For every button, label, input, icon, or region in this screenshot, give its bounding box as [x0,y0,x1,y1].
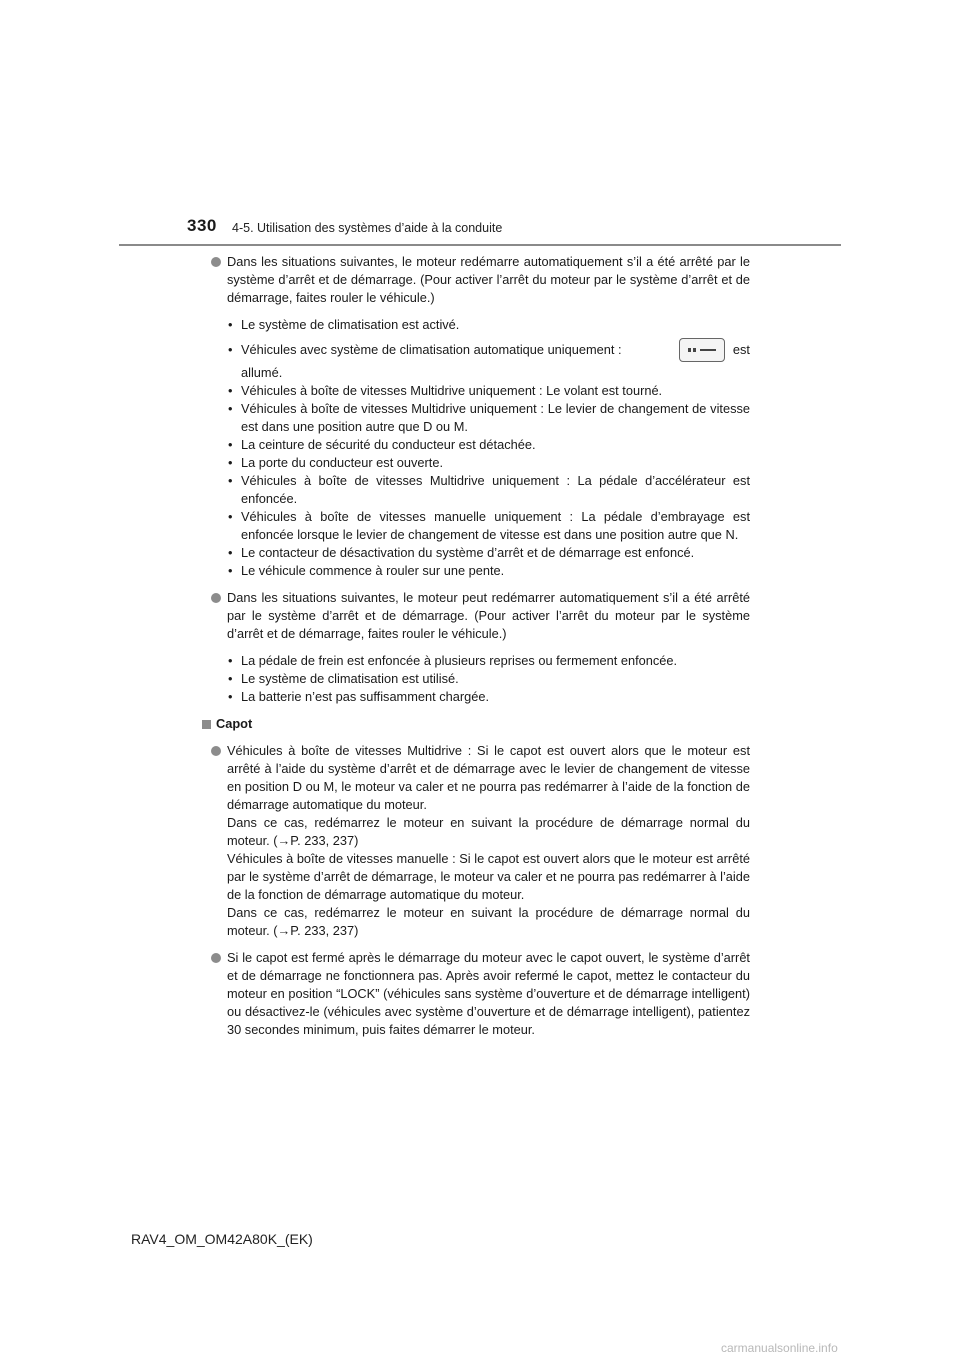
list-item-text-suffix: est [732,342,750,357]
list-item-text: Véhicules à boîte de vitesses manuelle uniquement : La pédale d’embrayage est enfoncée lorsque le levier de changement de vitesse est dans une position autre que N. [241,509,750,542]
list-item-text: Le contacteur de désactivation du système d’arrêt et de démarrage est enfoncé. [241,545,695,560]
watermark: carmanualsonline.info [721,1341,838,1355]
bullet-paragraph [208,949,750,1039]
bullet-dot-icon: • [228,563,233,578]
list-item [227,316,750,334]
page-body [208,253,750,1048]
bullet-paragraph [208,589,750,643]
list-item [227,472,750,508]
paragraph-text: Dans ce cas, redémarrez le moteur en suivant la procédure de démarrage normal du moteur. (→P. 233, 237) [227,905,750,938]
list-item [227,688,750,706]
list-item-text: Le système de climatisation est utilisé. [241,671,459,686]
list-item-text: La batterie n’est pas suffisamment chargée. [241,689,490,704]
list-item-text: Véhicules à boîte de vitesses Multidrive uniquement : La pédale d’accélérateur est enfoncée. [241,473,750,506]
circle-bullet-icon [211,953,221,963]
circle-bullet-icon [211,746,221,756]
circle-bullet-icon [211,257,221,267]
list-item-text: La ceinture de sécurité du conducteur est détachée. [241,437,536,452]
page-number: 330 [187,216,217,235]
circle-bullet-icon [211,593,221,603]
list-item-text: Véhicules à boîte de vitesses Multidrive uniquement : Le volant est tourné. [241,383,663,398]
paragraph-text: Dans ce cas, redémarrez le moteur en suivant la procédure de démarrage normal du moteur. (→P. 233, 237) [227,815,750,848]
paragraph-text: Véhicules à boîte de vitesses manuelle : Si le capot est ouvert alors que le moteur est arrêté par le système d’arrêt de démarrage, le moteur va caler et ne pourra pas redémarrer à l’aide de la fonction de démarrage automatique du moteur. [227,851,750,902]
list-item [227,562,750,580]
section-title: 4-5. Utilisation des systèmes d’aide à la conduite [232,221,503,235]
list-item-text: Le véhicule commence à rouler sur une pente. [241,563,505,578]
bullet-dot-icon: • [228,342,233,357]
list-item [227,400,750,436]
list-item-text: Le système de climatisation est activé. [241,317,460,332]
list-item [227,454,750,472]
list-item-text: Véhicules avec système de climatisation automatique uniquement : [241,342,622,357]
list-item-text: La porte du conducteur est ouverte. [241,455,444,470]
list-item-text: La pédale de frein est enfoncée à plusieurs reprises ou fermement enfoncée. [241,653,678,668]
possible-restart-list [208,652,750,706]
bullet-dot-icon: • [228,473,233,488]
paragraph-text: Dans les situations suivantes, le moteur redémarre automatiquement s’il a été arrêté par le système d’arrêt et de démarrage. (Pour activer l’arrêt du moteur par le système d’arrêt et de démarrage, faites rouler le véhicule.) [227,254,750,305]
bullet-dot-icon: • [228,671,233,686]
restart-conditions-list [208,316,750,580]
list-item-text-continuation: allumé. [241,365,283,380]
subheading-capot [200,715,750,733]
bullet-dot-icon: • [228,689,233,704]
bullet-dot-icon: • [228,509,233,524]
square-bullet-icon [202,720,211,729]
header-divider [119,244,841,246]
subheading-text: Capot [216,716,253,731]
paragraph-text: Si le capot est fermé après le démarrage du moteur avec le capot ouvert, le système d’arrêt et de démarrage ne fonctionnera pas. Après avoir refermé le capot, mettez le contacteur du moteur en position “LOCK” (véhicules sans système d’ouverture et de démarrage intelligent) ou désactivez-le (véhicules avec système d’ouverture et de démarrage intelligent), patientez 30 secondes minimum, puis faites démarrer le moteur. [227,950,750,1037]
list-item [227,544,750,562]
bullet-dot-icon: • [228,653,233,668]
paragraph-text: Dans les situations suivantes, le moteur peut redémarrer automatiquement s’il a été arrêté par le système d’arrêt et de démarrage. (Pour activer l’arrêt du moteur par le système d’arrêt et de démarrage, faites rouler le véhicule.) [227,590,750,641]
list-item-text: Véhicules à boîte de vitesses Multidrive uniquement : Le levier de changement de vitesse est dans une position autre que D ou M. [241,401,750,434]
list-item [227,338,750,382]
bullet-dot-icon: • [228,455,233,470]
bullet-dot-icon: • [228,437,233,452]
list-item [227,436,750,454]
bullet-dot-icon: • [228,545,233,560]
bullet-paragraph [208,253,750,307]
list-item [227,670,750,688]
list-item [227,508,750,544]
list-item [227,382,750,400]
bullet-paragraph [208,742,750,940]
paragraph-text: Véhicules à boîte de vitesses Multidrive : Si le capot est ouvert alors que le moteur est arrêté à l’aide du système d’arrêt et de démarrage avec le levier de changement de vitesse en position D ou M, le moteur va caler et ne pourra pas redémarrer à l’aide de la fonction de démarrage automatique du moteur. [227,743,750,812]
eco-ac-indicator-icon [679,338,725,362]
document-code: RAV4_OM_OM42A80K_(EK) [131,1231,313,1247]
bullet-dot-icon: • [228,317,233,332]
bullet-dot-icon: • [228,401,233,416]
list-item [227,652,750,670]
bullet-dot-icon: • [228,383,233,398]
